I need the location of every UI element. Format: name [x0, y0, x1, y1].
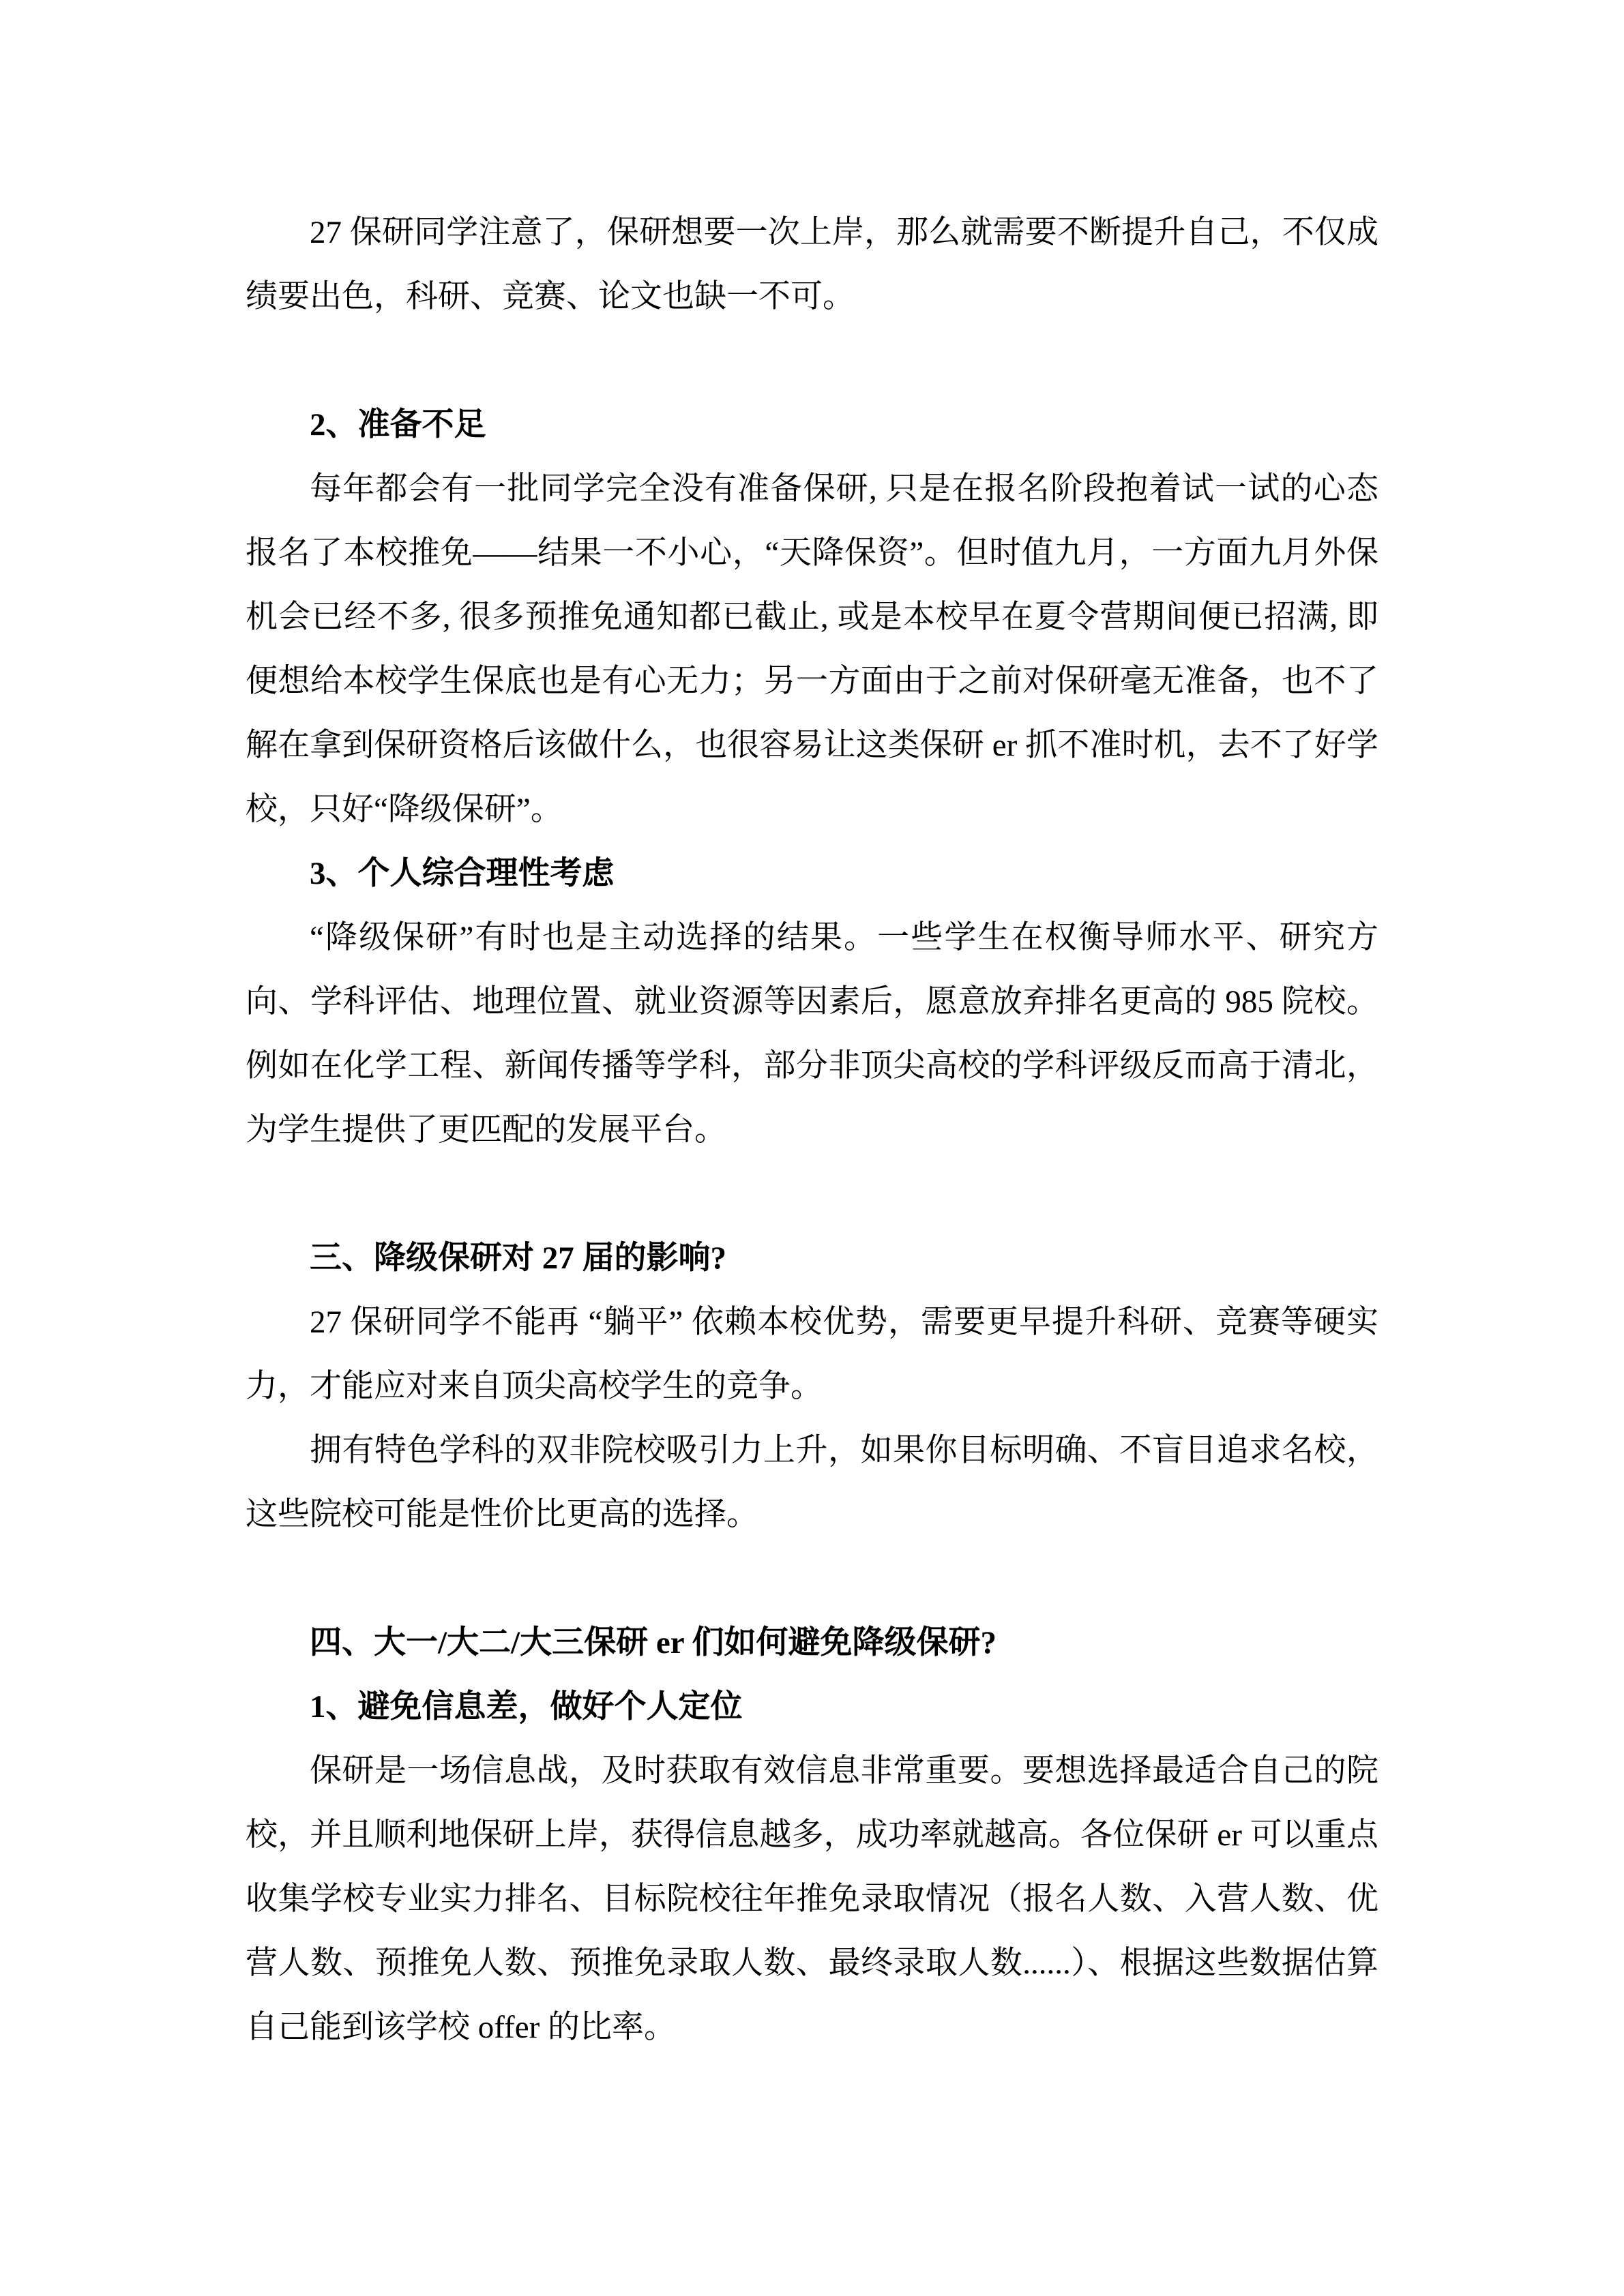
heading-section-4-how-to-avoid-downgrade: 四、大一/大二/大三保研 er 们如何避免降级保研?: [310, 1625, 996, 1660]
heading-4-1-avoid-information-gap: 1、避免信息差，做好个人定位: [310, 1689, 743, 1725]
heading-section-3-impact-on-class-27: 三、降级保研对 27 届的影响?: [310, 1240, 726, 1276]
heading-2-insufficient-preparation: 2、准备不足: [310, 407, 486, 443]
paragraph-avoid-information-gap: 保研是一场信息战，及时获取有效信息非常重要。要想选择最适合自己的院校，并且顺利地保研上岸，获得信息越多，成功率就越高。各位保研 er 可以重点收集学校专业实力排名、目标院校往年推免录取情况（报名人数、入营人数、优营人数、预推免人数、预推免录取人数、最终录取人数......）、根据这些数据估算自己能到该学校 offer 的比率。: [246, 1753, 1378, 2045]
heading-3-personal-rational-consideration: 3、个人综合理性考虑: [310, 856, 615, 891]
paragraph-personal-rational-consideration: “降级保研”有时也是主动选择的结果。一些学生在权衡导师水平、研究方向、学科评估、地理位置、就业资源等因素后，愿意放弃排名更高的 985 院校。例如在化学工程、新闻传播等学科，部分非顶尖高校的学科评级反而高于清北，为学生提供了更匹配的发展平台。: [246, 920, 1378, 1148]
blank-line: [246, 329, 1378, 393]
blank-line: [246, 1547, 1378, 1611]
paragraph-impact-1: 27 保研同学不能再 “躺平” 依赖本校优势，需要更早提升科研、竞赛等硬实力，才能应对来自顶尖高校学生的竞争。: [246, 1304, 1378, 1404]
paragraph-impact-2: 拥有特色学科的双非院校吸引力上升，如果你目标明确、不盲目追求名校，这些院校可能是性价比更高的选择。: [246, 1433, 1378, 1532]
intro-paragraph: 27 保研同学注意了，保研想要一次上岸，那么就需要不断提升自己，不仅成绩要出色，科研、竞赛、论文也缺一不可。: [246, 215, 1378, 314]
paragraph-insufficient-preparation: 每年都会有一批同学完全没有准备保研, 只是在报名阶段抱着试一试的心态报名了本校推免——结果一不小心，“天降保资”。但时值九月，一方面九月外保机会已经不多, 很多预推免通知都已截止, 或是本校早在夏令营期间便已招满, 即便想给本校学生保底也是有心无力；另一方面由于之前对保研毫无准备，也不了解在拿到保研资格后该做什么，也很容易让这类保研 er 抓不准时机，去不了好学校，只好“降级保研”。: [246, 471, 1378, 827]
blank-line: [246, 1162, 1378, 1226]
document-body: [246, 200, 1378, 2059]
